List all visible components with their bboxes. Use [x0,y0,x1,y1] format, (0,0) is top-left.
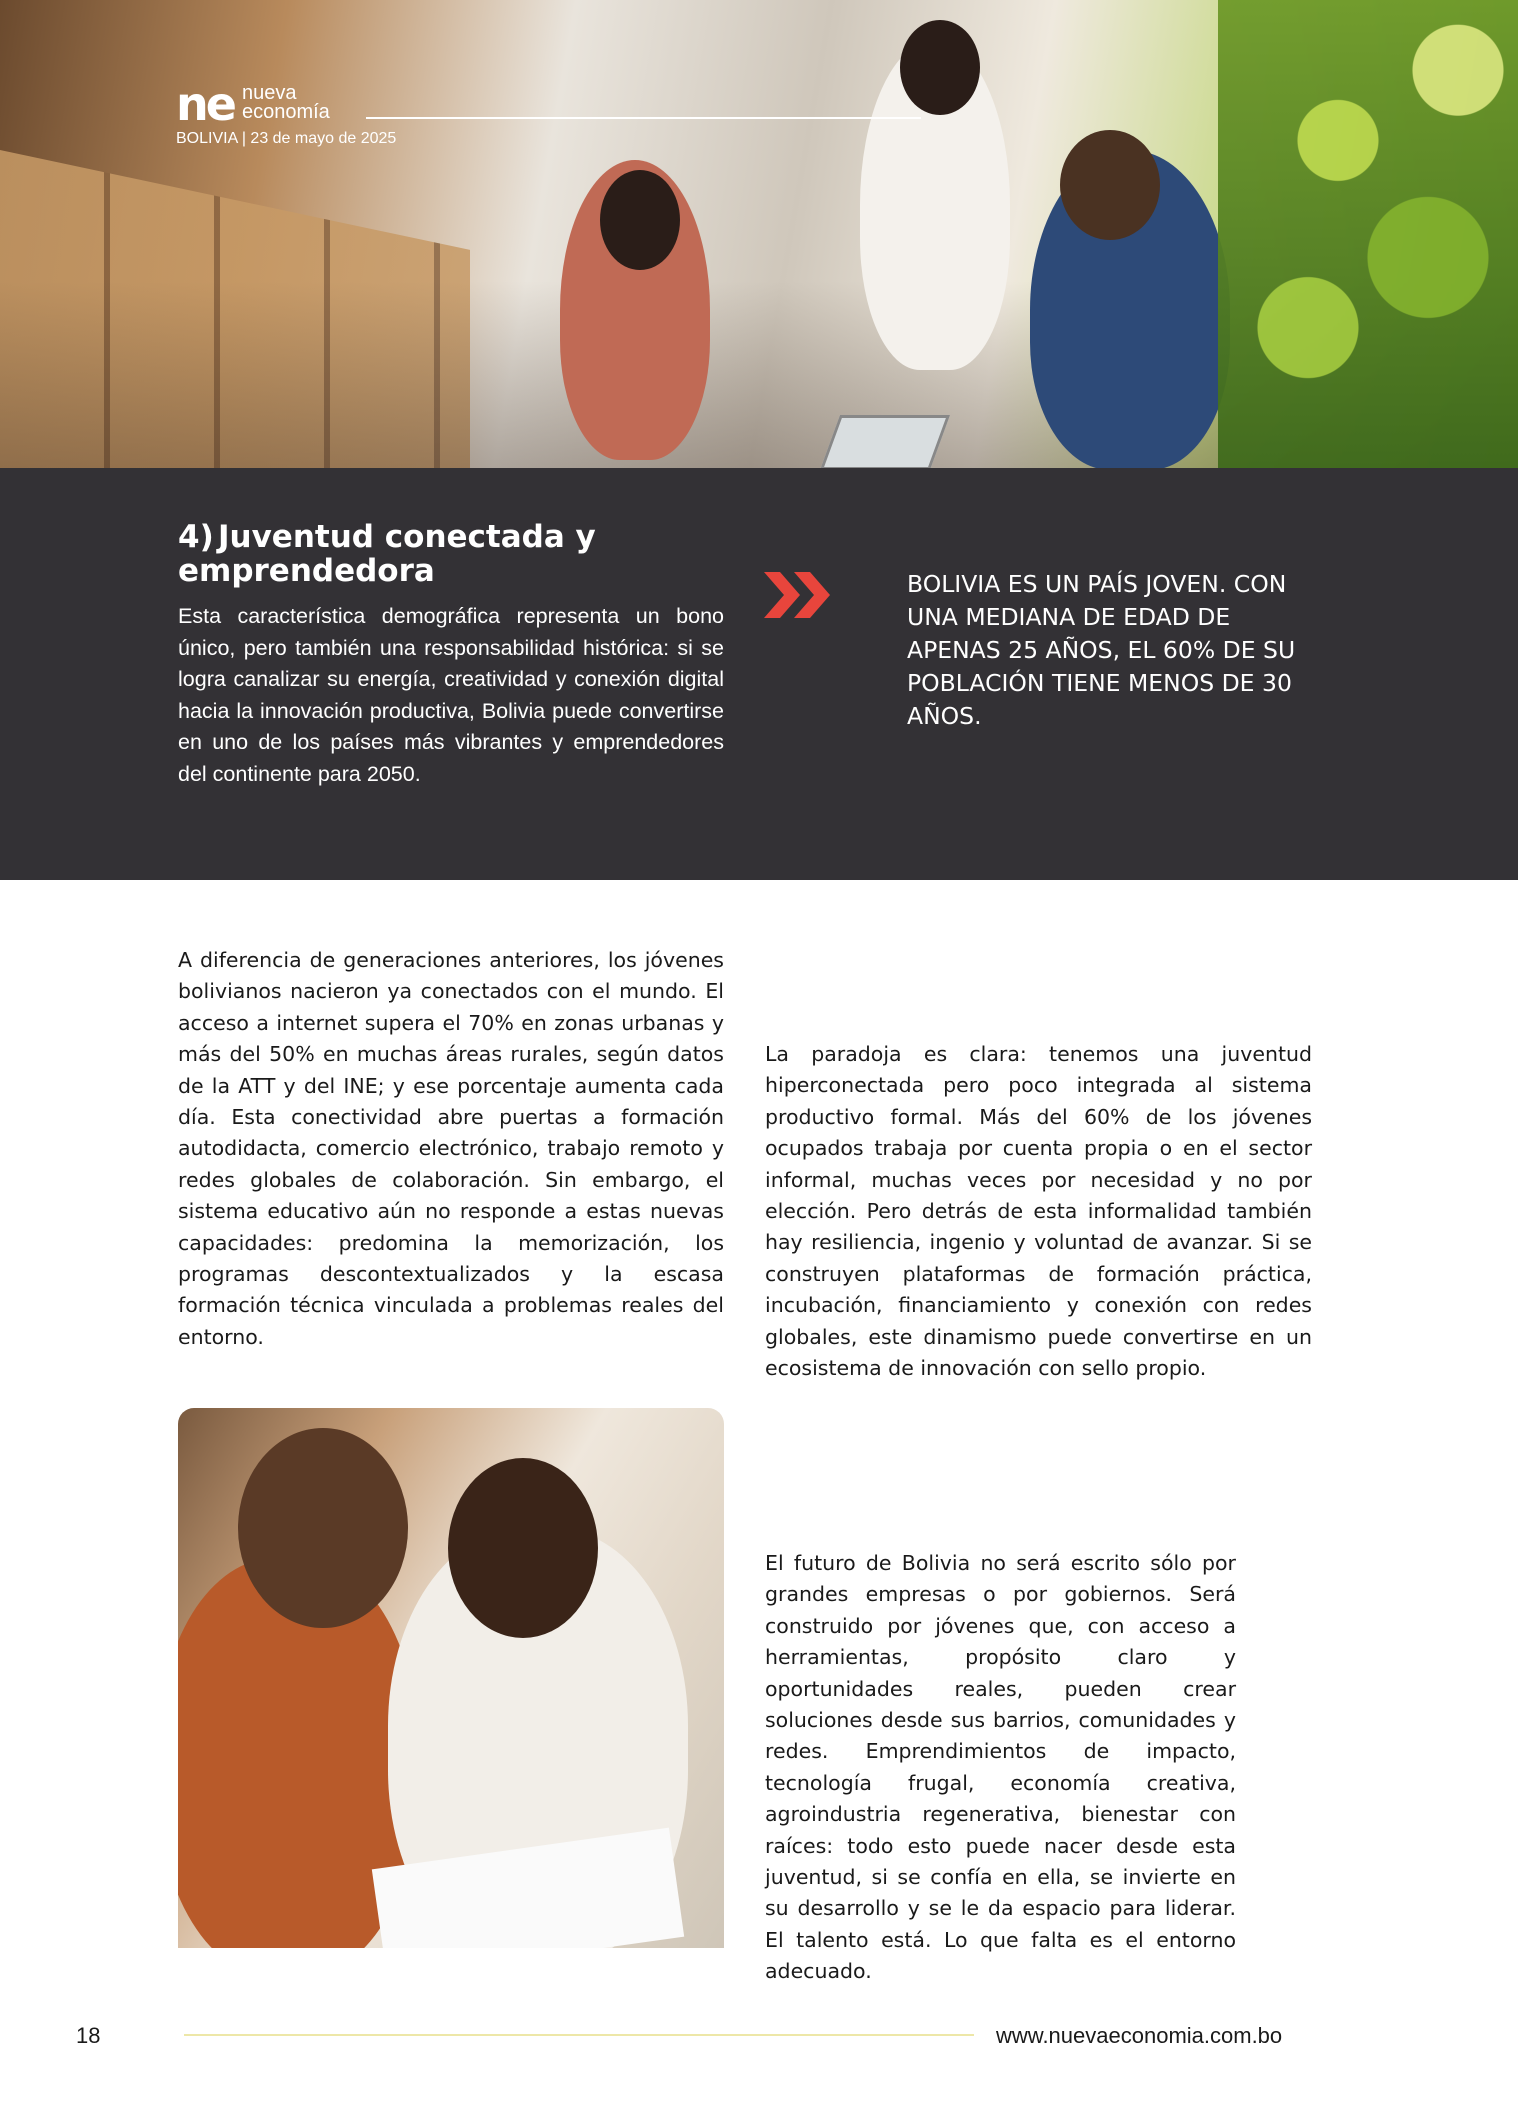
brand-name [242,84,330,122]
hero-photo [0,0,1518,468]
website-link[interactable]: www.nuevaeconomia.com.bo [996,2023,1283,2048]
section-intro: Esta característica demográfica representa un bono único, pero también una responsabilidad histórica: si se logra canalizar su energía, creatividad y conexión digital hacia la innovación productiva, Bolivia puede convertirse en uno de los países más vibrantes y emprendedores del continente para 2050. [178,604,724,786]
brand-name-line1: nueva [241,82,297,104]
person-head [900,20,980,115]
laptop [820,415,950,468]
plant-foliage [1218,0,1518,468]
section-title [178,520,738,588]
section-number: 4) [178,519,214,555]
person-head [448,1458,598,1638]
pullquote: BOLIVIA ES UN PAÍS JOVEN. CON UNA MEDIANA DE EDAD DE APENAS 25 AÑOS, EL 60% DE SU POBLACIÓN TIENE MENOS DE 30 AÑOS. [907,570,1296,730]
article-photo [178,1408,724,1948]
brand-name-line2: economía [241,101,330,123]
section-title-text: Juventud conectada y emprendedora [178,519,596,589]
double-chevron-right-icon [764,572,832,618]
person-head [600,170,680,270]
brand-mark: ne [176,77,234,131]
section-band [0,468,1518,880]
person-head [1060,130,1160,240]
header-rule [366,117,921,119]
article-column-3: El futuro de Bolivia no será escrito sólo por grandes empresas o por gobiernos. Será construido por jóvenes que, con acceso a herramientas, propósito claro y oportunidades reales, pueden crear soluciones desde sus barrios, comunidades y redes. Emprendimientos de impacto, tecnología frugal, economía creativa, agroindustria regenerativa, bienestar con raíces: todo esto puede nacer desde esta juventud, si se confía en ella, se invierte en su desarrollo y se le da espacio para liderar. El talento está. Lo que falta es el entorno adecuado. [765,1551,1236,1984]
dateline: BOLIVIA | 23 de mayo de 2025 [176,130,397,147]
page-number: 18 [76,2023,101,2048]
article-column-2: La paradoja es clara: tenemos una juventud hiperconectada pero poco integrada al sistema productivo formal. Más del 60% de los jóvenes ocupados trabaja por cuenta propia o en el sector informal, muchas veces por necesidad y no por elección. Pero detrás de esta informalidad también hay resiliencia, ingenio y voluntad de avanzar. Si se construyen plataformas de formación práctica, incubación, financiamiento y conexión con redes globales, este dinamismo puede convertirse en un ecosistema de innovación con sello propio. [765,1042,1312,1381]
footer-rule [184,2034,974,2036]
article-column-1: A diferencia de generaciones anteriores, los jóvenes bolivianos nacieron ya conectados con el mundo. El acceso a internet supera el 70% en zonas urbanas y más del 50% en muchas áreas rurales, según datos de la ATT y del INE; y ese porcentaje aumenta cada día. Esta conectividad abre puertas a formación autodidacta, comercio electrónico, trabajo remoto y redes globales de colaboración. Sin embargo, el sistema educativo aún no responde a estas nuevas capacidades: predomina la memorización, los programas descontextualizados y la escasa formación técnica vinculada a problemas reales del entorno. [178,948,724,1349]
brand-logo [176,77,330,131]
person-head [238,1428,408,1628]
